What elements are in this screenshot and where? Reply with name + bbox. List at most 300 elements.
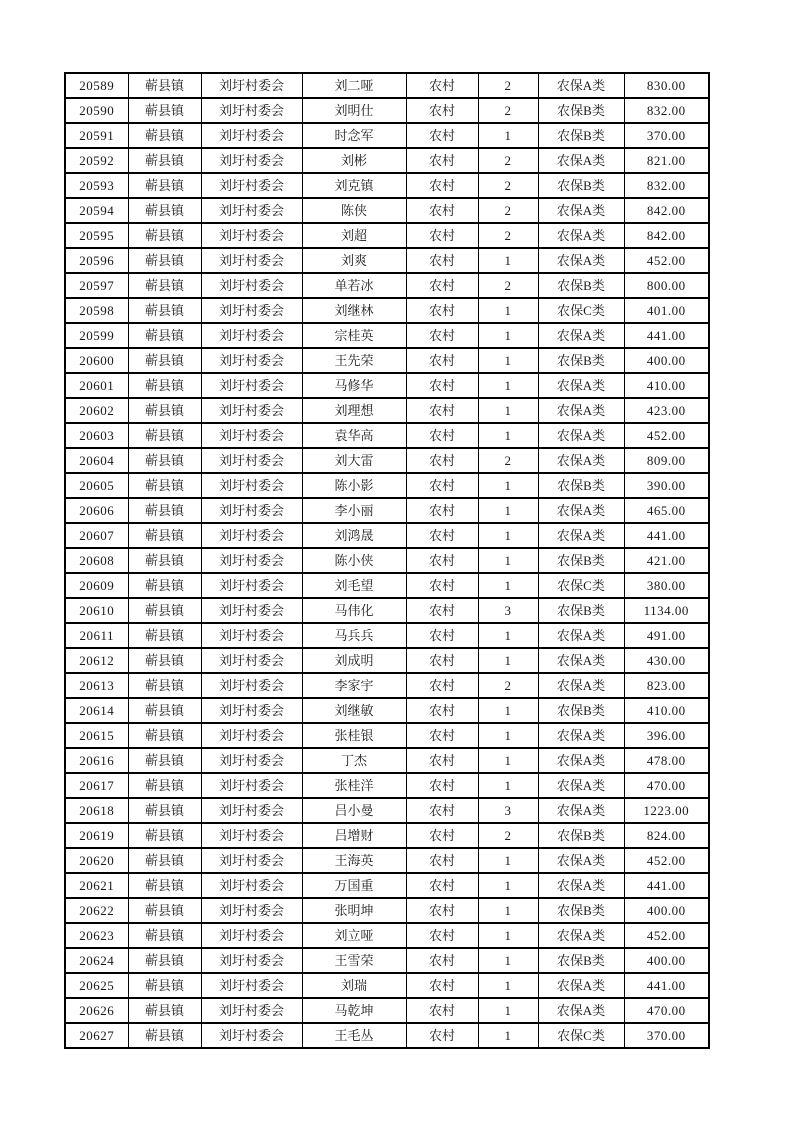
cell-residence_type: 农村 <box>406 473 478 498</box>
table-row <box>65 498 709 523</box>
cell-id: 20619 <box>65 823 128 848</box>
cell-town: 蕲县镇 <box>128 698 201 723</box>
cell-person_count: 1 <box>478 473 538 498</box>
cell-amount: 452.00 <box>624 248 709 273</box>
cell-name: 刘鸿晟 <box>302 523 406 548</box>
cell-id: 20617 <box>65 773 128 798</box>
table-row <box>65 448 709 473</box>
cell-name: 马兵兵 <box>302 623 406 648</box>
cell-village_committee: 刘圩村委会 <box>201 748 302 773</box>
cell-town: 蕲县镇 <box>128 173 201 198</box>
table-row <box>65 848 709 873</box>
table-row <box>65 323 709 348</box>
cell-town: 蕲县镇 <box>128 373 201 398</box>
cell-person_count: 1 <box>478 123 538 148</box>
cell-town: 蕲县镇 <box>128 223 201 248</box>
cell-village_committee: 刘圩村委会 <box>201 248 302 273</box>
cell-name: 刘彬 <box>302 148 406 173</box>
cell-insurance_category: 农保A类 <box>538 248 624 273</box>
cell-id: 20615 <box>65 723 128 748</box>
cell-person_count: 2 <box>478 173 538 198</box>
cell-village_committee: 刘圩村委会 <box>201 898 302 923</box>
cell-town: 蕲县镇 <box>128 948 201 973</box>
table-row <box>65 798 709 823</box>
table-row <box>65 523 709 548</box>
cell-amount: 832.00 <box>624 98 709 123</box>
cell-person_count: 1 <box>478 1023 538 1048</box>
table-row <box>65 73 709 98</box>
cell-name: 刘毛望 <box>302 573 406 598</box>
cell-id: 20610 <box>65 598 128 623</box>
cell-insurance_category: 农保A类 <box>538 798 624 823</box>
cell-name: 陈小侠 <box>302 548 406 573</box>
cell-insurance_category: 农保C类 <box>538 573 624 598</box>
cell-person_count: 2 <box>478 673 538 698</box>
cell-name: 王先荣 <box>302 348 406 373</box>
cell-person_count: 1 <box>478 973 538 998</box>
cell-name: 刘超 <box>302 223 406 248</box>
cell-amount: 441.00 <box>624 873 709 898</box>
cell-insurance_category: 农保C类 <box>538 1023 624 1048</box>
cell-amount: 1223.00 <box>624 798 709 823</box>
cell-village_committee: 刘圩村委会 <box>201 698 302 723</box>
cell-id: 20606 <box>65 498 128 523</box>
cell-town: 蕲县镇 <box>128 623 201 648</box>
cell-insurance_category: 农保C类 <box>538 298 624 323</box>
cell-person_count: 1 <box>478 373 538 398</box>
cell-insurance_category: 农保B类 <box>538 948 624 973</box>
table-row <box>65 473 709 498</box>
table-row <box>65 298 709 323</box>
cell-amount: 400.00 <box>624 898 709 923</box>
cell-name: 刘二哑 <box>302 73 406 98</box>
cell-amount: 452.00 <box>624 423 709 448</box>
cell-village_committee: 刘圩村委会 <box>201 673 302 698</box>
cell-id: 20603 <box>65 423 128 448</box>
cell-id: 20622 <box>65 898 128 923</box>
table-row <box>65 248 709 273</box>
cell-name: 刘继敏 <box>302 698 406 723</box>
cell-amount: 441.00 <box>624 323 709 348</box>
cell-village_committee: 刘圩村委会 <box>201 473 302 498</box>
cell-village_committee: 刘圩村委会 <box>201 798 302 823</box>
cell-person_count: 2 <box>478 273 538 298</box>
cell-residence_type: 农村 <box>406 573 478 598</box>
cell-amount: 400.00 <box>624 348 709 373</box>
cell-town: 蕲县镇 <box>128 848 201 873</box>
cell-residence_type: 农村 <box>406 448 478 473</box>
cell-insurance_category: 农保B类 <box>538 823 624 848</box>
table-row <box>65 98 709 123</box>
cell-village_committee: 刘圩村委会 <box>201 548 302 573</box>
table-row <box>65 973 709 998</box>
cell-town: 蕲县镇 <box>128 148 201 173</box>
cell-insurance_category: 农保A类 <box>538 998 624 1023</box>
cell-residence_type: 农村 <box>406 723 478 748</box>
cell-residence_type: 农村 <box>406 1023 478 1048</box>
cell-id: 20609 <box>65 573 128 598</box>
cell-town: 蕲县镇 <box>128 748 201 773</box>
cell-residence_type: 农村 <box>406 848 478 873</box>
table-row <box>65 173 709 198</box>
cell-name: 刘立哑 <box>302 923 406 948</box>
cell-id: 20607 <box>65 523 128 548</box>
cell-village_committee: 刘圩村委会 <box>201 273 302 298</box>
cell-id: 20612 <box>65 648 128 673</box>
cell-id: 20599 <box>65 323 128 348</box>
cell-name: 张明坤 <box>302 898 406 923</box>
cell-insurance_category: 农保A类 <box>538 748 624 773</box>
table-row <box>65 198 709 223</box>
cell-id: 20604 <box>65 448 128 473</box>
cell-residence_type: 农村 <box>406 73 478 98</box>
cell-village_committee: 刘圩村委会 <box>201 348 302 373</box>
cell-id: 20601 <box>65 373 128 398</box>
table-row <box>65 948 709 973</box>
cell-town: 蕲县镇 <box>128 398 201 423</box>
cell-town: 蕲县镇 <box>128 998 201 1023</box>
cell-town: 蕲县镇 <box>128 798 201 823</box>
cell-name: 刘继林 <box>302 298 406 323</box>
cell-insurance_category: 农保B类 <box>538 473 624 498</box>
cell-name: 时念军 <box>302 123 406 148</box>
cell-person_count: 1 <box>478 698 538 723</box>
cell-person_count: 2 <box>478 823 538 848</box>
cell-town: 蕲县镇 <box>128 248 201 273</box>
cell-insurance_category: 农保A类 <box>538 423 624 448</box>
cell-town: 蕲县镇 <box>128 673 201 698</box>
cell-village_committee: 刘圩村委会 <box>201 573 302 598</box>
cell-person_count: 1 <box>478 548 538 573</box>
cell-residence_type: 农村 <box>406 673 478 698</box>
cell-town: 蕲县镇 <box>128 723 201 748</box>
cell-amount: 370.00 <box>624 123 709 148</box>
cell-person_count: 1 <box>478 523 538 548</box>
cell-town: 蕲县镇 <box>128 448 201 473</box>
cell-person_count: 1 <box>478 248 538 273</box>
cell-village_committee: 刘圩村委会 <box>201 973 302 998</box>
cell-insurance_category: 农保A类 <box>538 623 624 648</box>
cell-amount: 396.00 <box>624 723 709 748</box>
cell-amount: 470.00 <box>624 773 709 798</box>
cell-name: 吕增财 <box>302 823 406 848</box>
cell-amount: 800.00 <box>624 273 709 298</box>
table-row <box>65 698 709 723</box>
cell-town: 蕲县镇 <box>128 898 201 923</box>
cell-name: 马乾坤 <box>302 998 406 1023</box>
cell-village_committee: 刘圩村委会 <box>201 123 302 148</box>
cell-amount: 430.00 <box>624 648 709 673</box>
cell-insurance_category: 农保B类 <box>538 348 624 373</box>
cell-insurance_category: 农保A类 <box>538 398 624 423</box>
table-row <box>65 223 709 248</box>
cell-name: 宗桂英 <box>302 323 406 348</box>
cell-insurance_category: 农保B类 <box>538 273 624 298</box>
cell-insurance_category: 农保A类 <box>538 873 624 898</box>
cell-id: 20594 <box>65 198 128 223</box>
cell-name: 李小丽 <box>302 498 406 523</box>
cell-town: 蕲县镇 <box>128 98 201 123</box>
cell-residence_type: 农村 <box>406 298 478 323</box>
cell-person_count: 1 <box>478 898 538 923</box>
cell-insurance_category: 农保A类 <box>538 523 624 548</box>
cell-town: 蕲县镇 <box>128 323 201 348</box>
cell-name: 刘明仕 <box>302 98 406 123</box>
cell-person_count: 1 <box>478 723 538 748</box>
table-row <box>65 723 709 748</box>
cell-insurance_category: 农保A类 <box>538 973 624 998</box>
table-row <box>65 573 709 598</box>
cell-name: 袁华高 <box>302 423 406 448</box>
cell-person_count: 1 <box>478 873 538 898</box>
cell-insurance_category: 农保A类 <box>538 223 624 248</box>
cell-person_count: 1 <box>478 623 538 648</box>
cell-village_committee: 刘圩村委会 <box>201 648 302 673</box>
cell-residence_type: 农村 <box>406 973 478 998</box>
cell-village_committee: 刘圩村委会 <box>201 323 302 348</box>
cell-name: 陈侠 <box>302 198 406 223</box>
cell-person_count: 2 <box>478 98 538 123</box>
cell-residence_type: 农村 <box>406 223 478 248</box>
cell-village_committee: 刘圩村委会 <box>201 523 302 548</box>
cell-town: 蕲县镇 <box>128 423 201 448</box>
cell-town: 蕲县镇 <box>128 823 201 848</box>
table-row <box>65 773 709 798</box>
cell-id: 20598 <box>65 298 128 323</box>
cell-residence_type: 农村 <box>406 523 478 548</box>
cell-village_committee: 刘圩村委会 <box>201 1023 302 1048</box>
cell-amount: 842.00 <box>624 223 709 248</box>
cell-name: 张桂洋 <box>302 773 406 798</box>
cell-insurance_category: 农保B类 <box>538 698 624 723</box>
cell-id: 20608 <box>65 548 128 573</box>
cell-insurance_category: 农保B类 <box>538 898 624 923</box>
cell-residence_type: 农村 <box>406 623 478 648</box>
cell-name: 吕小曼 <box>302 798 406 823</box>
cell-person_count: 1 <box>478 773 538 798</box>
cell-amount: 470.00 <box>624 998 709 1023</box>
cell-id: 20611 <box>65 623 128 648</box>
cell-insurance_category: 农保B类 <box>538 598 624 623</box>
cell-residence_type: 农村 <box>406 498 478 523</box>
table-row <box>65 673 709 698</box>
cell-name: 王毛丛 <box>302 1023 406 1048</box>
cell-residence_type: 农村 <box>406 748 478 773</box>
cell-village_committee: 刘圩村委会 <box>201 823 302 848</box>
cell-village_committee: 刘圩村委会 <box>201 223 302 248</box>
cell-town: 蕲县镇 <box>128 923 201 948</box>
cell-insurance_category: 农保A类 <box>538 848 624 873</box>
cell-id: 20590 <box>65 98 128 123</box>
cell-amount: 423.00 <box>624 398 709 423</box>
cell-name: 刘瑞 <box>302 973 406 998</box>
cell-residence_type: 农村 <box>406 148 478 173</box>
cell-id: 20620 <box>65 848 128 873</box>
cell-id: 20621 <box>65 873 128 898</box>
cell-person_count: 2 <box>478 223 538 248</box>
table-row <box>65 398 709 423</box>
cell-residence_type: 农村 <box>406 273 478 298</box>
cell-amount: 1134.00 <box>624 598 709 623</box>
cell-person_count: 1 <box>478 573 538 598</box>
cell-id: 20627 <box>65 1023 128 1048</box>
pension-roster-table <box>64 72 710 1049</box>
cell-amount: 452.00 <box>624 923 709 948</box>
cell-village_committee: 刘圩村委会 <box>201 848 302 873</box>
table-body <box>65 73 709 1048</box>
cell-name: 李家宇 <box>302 673 406 698</box>
cell-amount: 809.00 <box>624 448 709 473</box>
cell-name: 马修华 <box>302 373 406 398</box>
cell-insurance_category: 农保B类 <box>538 173 624 198</box>
cell-insurance_category: 农保B类 <box>538 123 624 148</box>
cell-amount: 380.00 <box>624 573 709 598</box>
table-row <box>65 648 709 673</box>
cell-id: 20602 <box>65 398 128 423</box>
cell-amount: 821.00 <box>624 148 709 173</box>
cell-id: 20589 <box>65 73 128 98</box>
cell-insurance_category: 农保A类 <box>538 148 624 173</box>
cell-residence_type: 农村 <box>406 998 478 1023</box>
cell-residence_type: 农村 <box>406 873 478 898</box>
cell-person_count: 1 <box>478 298 538 323</box>
cell-person_count: 1 <box>478 923 538 948</box>
cell-amount: 830.00 <box>624 73 709 98</box>
cell-id: 20624 <box>65 948 128 973</box>
cell-village_committee: 刘圩村委会 <box>201 373 302 398</box>
cell-town: 蕲县镇 <box>128 348 201 373</box>
cell-id: 20626 <box>65 998 128 1023</box>
table-row <box>65 598 709 623</box>
cell-town: 蕲县镇 <box>128 523 201 548</box>
cell-person_count: 2 <box>478 73 538 98</box>
cell-id: 20600 <box>65 348 128 373</box>
cell-insurance_category: 农保A类 <box>538 773 624 798</box>
cell-residence_type: 农村 <box>406 198 478 223</box>
cell-village_committee: 刘圩村委会 <box>201 873 302 898</box>
cell-town: 蕲县镇 <box>128 273 201 298</box>
cell-name: 马伟化 <box>302 598 406 623</box>
cell-village_committee: 刘圩村委会 <box>201 423 302 448</box>
cell-person_count: 2 <box>478 148 538 173</box>
cell-amount: 401.00 <box>624 298 709 323</box>
cell-residence_type: 农村 <box>406 798 478 823</box>
cell-person_count: 2 <box>478 198 538 223</box>
cell-town: 蕲县镇 <box>128 498 201 523</box>
cell-residence_type: 农村 <box>406 323 478 348</box>
cell-id: 20613 <box>65 673 128 698</box>
cell-id: 20596 <box>65 248 128 273</box>
cell-name: 万国重 <box>302 873 406 898</box>
cell-name: 王海英 <box>302 848 406 873</box>
cell-person_count: 2 <box>478 448 538 473</box>
cell-town: 蕲县镇 <box>128 648 201 673</box>
cell-insurance_category: 农保A类 <box>538 498 624 523</box>
cell-town: 蕲县镇 <box>128 548 201 573</box>
cell-person_count: 1 <box>478 498 538 523</box>
cell-name: 刘爽 <box>302 248 406 273</box>
cell-residence_type: 农村 <box>406 898 478 923</box>
cell-insurance_category: 农保A类 <box>538 323 624 348</box>
cell-village_committee: 刘圩村委会 <box>201 198 302 223</box>
cell-residence_type: 农村 <box>406 173 478 198</box>
cell-id: 20618 <box>65 798 128 823</box>
cell-id: 20614 <box>65 698 128 723</box>
cell-name: 刘理想 <box>302 398 406 423</box>
cell-town: 蕲县镇 <box>128 123 201 148</box>
cell-id: 20595 <box>65 223 128 248</box>
cell-amount: 370.00 <box>624 1023 709 1048</box>
cell-person_count: 3 <box>478 598 538 623</box>
cell-village_committee: 刘圩村委会 <box>201 623 302 648</box>
cell-person_count: 1 <box>478 323 538 348</box>
cell-amount: 491.00 <box>624 623 709 648</box>
cell-insurance_category: 农保A类 <box>538 73 624 98</box>
cell-village_committee: 刘圩村委会 <box>201 923 302 948</box>
cell-insurance_category: 农保A类 <box>538 648 624 673</box>
cell-name: 单若冰 <box>302 273 406 298</box>
cell-insurance_category: 农保A类 <box>538 923 624 948</box>
cell-amount: 832.00 <box>624 173 709 198</box>
cell-id: 20605 <box>65 473 128 498</box>
cell-person_count: 1 <box>478 848 538 873</box>
cell-person_count: 1 <box>478 948 538 973</box>
cell-town: 蕲县镇 <box>128 198 201 223</box>
cell-village_committee: 刘圩村委会 <box>201 723 302 748</box>
cell-name: 张桂银 <box>302 723 406 748</box>
table-row <box>65 898 709 923</box>
table-row <box>65 998 709 1023</box>
cell-village_committee: 刘圩村委会 <box>201 73 302 98</box>
cell-amount: 410.00 <box>624 698 709 723</box>
cell-name: 刘大雷 <box>302 448 406 473</box>
cell-town: 蕲县镇 <box>128 298 201 323</box>
table-row <box>65 873 709 898</box>
cell-residence_type: 农村 <box>406 548 478 573</box>
cell-id: 20623 <box>65 923 128 948</box>
cell-insurance_category: 农保B类 <box>538 548 624 573</box>
cell-residence_type: 农村 <box>406 423 478 448</box>
cell-town: 蕲县镇 <box>128 873 201 898</box>
cell-residence_type: 农村 <box>406 698 478 723</box>
cell-amount: 421.00 <box>624 548 709 573</box>
cell-residence_type: 农村 <box>406 373 478 398</box>
cell-amount: 452.00 <box>624 848 709 873</box>
cell-amount: 465.00 <box>624 498 709 523</box>
cell-village_committee: 刘圩村委会 <box>201 298 302 323</box>
cell-village_committee: 刘圩村委会 <box>201 773 302 798</box>
cell-name: 陈小影 <box>302 473 406 498</box>
cell-amount: 478.00 <box>624 748 709 773</box>
cell-residence_type: 农村 <box>406 348 478 373</box>
table-row <box>65 148 709 173</box>
table-row <box>65 348 709 373</box>
cell-residence_type: 农村 <box>406 398 478 423</box>
cell-amount: 842.00 <box>624 198 709 223</box>
cell-name: 刘成明 <box>302 648 406 673</box>
cell-insurance_category: 农保A类 <box>538 673 624 698</box>
cell-town: 蕲县镇 <box>128 973 201 998</box>
cell-person_count: 1 <box>478 423 538 448</box>
table-row <box>65 823 709 848</box>
cell-name: 王雪荣 <box>302 948 406 973</box>
cell-person_count: 1 <box>478 348 538 373</box>
table-row <box>65 548 709 573</box>
cell-village_committee: 刘圩村委会 <box>201 173 302 198</box>
cell-id: 20625 <box>65 973 128 998</box>
cell-person_count: 1 <box>478 998 538 1023</box>
cell-village_committee: 刘圩村委会 <box>201 398 302 423</box>
